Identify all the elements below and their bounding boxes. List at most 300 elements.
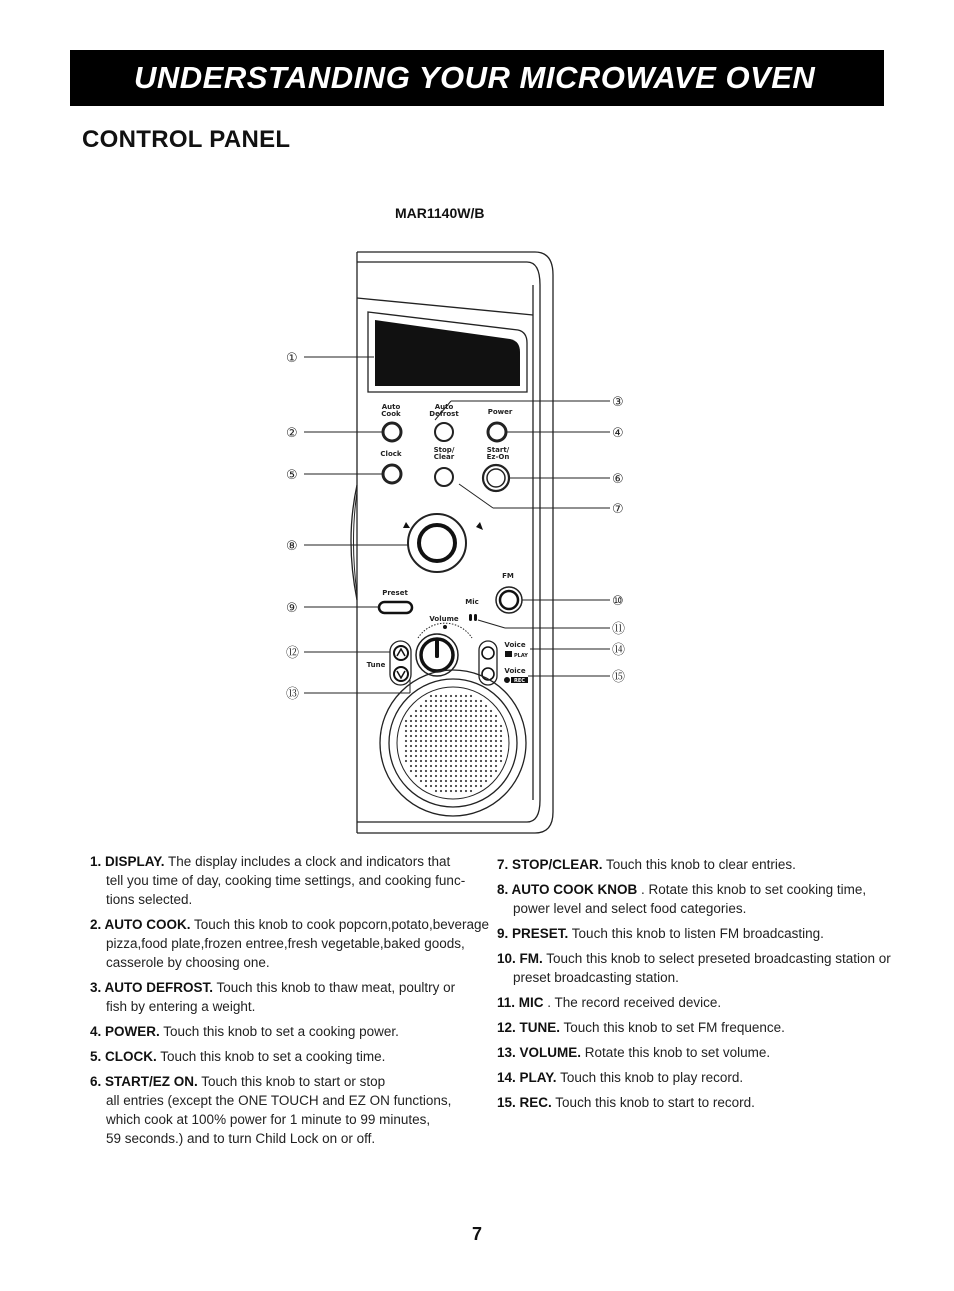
speaker-hole — [430, 705, 432, 707]
item-text: 59 seconds.) and to turn Child Lock on or off. — [106, 1131, 376, 1146]
item-text: all entries (except the ONE TOUCH and EZ ON functions, — [106, 1093, 452, 1108]
speaker-hole — [420, 780, 422, 782]
speaker-hole — [440, 705, 442, 707]
speaker-hole — [445, 705, 447, 707]
speaker-hole — [420, 775, 422, 777]
speaker-hole — [500, 755, 502, 757]
speaker-hole — [420, 725, 422, 727]
speaker-hole — [470, 745, 472, 747]
volume-knob[interactable] — [416, 623, 472, 676]
descriptions-left — [90, 852, 500, 1154]
item-keyword: POWER. — [105, 1024, 160, 1039]
speaker-hole — [465, 780, 467, 782]
speaker-hole — [425, 700, 427, 702]
speaker-hole — [430, 785, 432, 787]
speaker-hole — [415, 735, 417, 737]
speaker-hole — [465, 740, 467, 742]
label-tune: Tune — [366, 661, 386, 669]
speaker-hole — [460, 785, 462, 787]
speaker-hole — [435, 775, 437, 777]
speaker-hole — [470, 730, 472, 732]
speaker-hole — [440, 715, 442, 717]
speaker-hole — [425, 725, 427, 727]
speaker-hole — [495, 730, 497, 732]
callout-9: ⑨ — [286, 601, 298, 616]
label-auto-cook-1: Auto — [381, 403, 401, 411]
speaker-hole — [460, 765, 462, 767]
speaker-hole — [495, 715, 497, 717]
speaker-hole — [460, 725, 462, 727]
callout-4: ④ — [612, 426, 624, 441]
description-item — [90, 978, 500, 1016]
speaker-hole — [475, 740, 477, 742]
callout-8: ⑧ — [286, 539, 298, 554]
speaker-hole — [455, 755, 457, 757]
speaker-hole — [425, 735, 427, 737]
item-text: tell you time of day, cooking time settings, and cooking func- — [106, 873, 466, 888]
page-number: 7 — [471, 1224, 482, 1244]
speaker-hole — [475, 735, 477, 737]
speaker-hole — [465, 745, 467, 747]
speaker-hole — [480, 720, 482, 722]
speaker-hole — [435, 730, 437, 732]
item-keyword: START/EZ ON. — [105, 1074, 198, 1089]
item-text: Touch this knob to clear entries. — [602, 857, 796, 872]
speaker-hole — [430, 715, 432, 717]
clock-button[interactable] — [383, 465, 401, 483]
speaker-hole — [445, 790, 447, 792]
speaker-hole — [405, 740, 407, 742]
speaker-hole — [440, 725, 442, 727]
speaker-hole — [435, 785, 437, 787]
speaker-hole — [445, 710, 447, 712]
speaker-hole — [500, 725, 502, 727]
description-item — [90, 915, 500, 972]
callout-7: ⑦ — [612, 502, 624, 517]
preset-button[interactable] — [379, 602, 412, 613]
item-number: 15. — [497, 1095, 520, 1110]
description-item — [90, 1072, 500, 1148]
label-start-ezon-2: Ez-On — [486, 453, 510, 461]
speaker-hole — [445, 720, 447, 722]
speaker-hole — [455, 705, 457, 707]
speaker-hole — [450, 715, 452, 717]
speaker-hole — [450, 780, 452, 782]
callout-lines — [304, 357, 610, 693]
speaker-hole — [410, 720, 412, 722]
item-text: preset broadcasting station. — [513, 970, 679, 985]
speaker-hole — [420, 770, 422, 772]
speaker-hole — [420, 740, 422, 742]
item-text: Touch this knob to start to record. — [551, 1095, 755, 1110]
speaker-hole — [435, 780, 437, 782]
item-text: Touch this knob to set a cooking power. — [159, 1024, 399, 1039]
speaker-hole — [435, 720, 437, 722]
speaker-hole — [450, 720, 452, 722]
speaker-hole — [425, 710, 427, 712]
speaker-hole — [415, 710, 417, 712]
speaker-hole — [455, 745, 457, 747]
item-keyword: CLOCK. — [105, 1049, 157, 1064]
speaker-hole — [450, 735, 452, 737]
callout-2: ② — [286, 426, 298, 441]
speaker-hole — [490, 770, 492, 772]
speaker-hole — [435, 725, 437, 727]
item-text: pizza,food plate,frozen entree,fresh vegetable,baked goods, — [106, 936, 465, 951]
speaker-hole — [460, 715, 462, 717]
speaker-hole — [420, 710, 422, 712]
speaker-hole — [445, 760, 447, 762]
speaker-hole — [430, 780, 432, 782]
item-number: 4. — [90, 1024, 106, 1039]
speaker-hole — [495, 755, 497, 757]
speaker-hole — [450, 700, 452, 702]
speaker-hole — [470, 715, 472, 717]
description-item — [497, 1043, 907, 1062]
speaker-hole — [470, 775, 472, 777]
speaker-hole — [455, 790, 457, 792]
speaker-hole — [440, 710, 442, 712]
speaker-hole — [480, 755, 482, 757]
item-number: 13. — [497, 1045, 520, 1060]
speaker-hole — [420, 745, 422, 747]
speaker-hole — [490, 730, 492, 732]
item-text: Touch this knob to play record. — [556, 1070, 744, 1085]
speaker-hole — [480, 780, 482, 782]
description-item — [497, 993, 907, 1012]
speaker-hole — [500, 740, 502, 742]
svg-text:PLAY: PLAY — [514, 653, 528, 659]
speaker-hole — [435, 715, 437, 717]
speaker-hole — [465, 750, 467, 752]
item-number: 6. — [90, 1074, 106, 1089]
speaker-hole — [430, 730, 432, 732]
speaker-hole — [455, 770, 457, 772]
speaker-hole — [455, 700, 457, 702]
auto-cook-button[interactable] — [383, 423, 401, 441]
speaker-hole — [405, 745, 407, 747]
speaker-hole — [415, 765, 417, 767]
speaker-hole — [500, 750, 502, 752]
speaker-hole — [440, 780, 442, 782]
item-text: fish by entering a weight. — [106, 999, 256, 1014]
speaker-hole — [480, 705, 482, 707]
speaker-hole — [480, 775, 482, 777]
item-text: Touch this knob to cook popcorn,potato,beverage — [190, 917, 489, 932]
speaker-hole — [425, 730, 427, 732]
speaker-hole — [475, 700, 477, 702]
speaker-hole — [475, 705, 477, 707]
speaker-hole — [430, 695, 432, 697]
speaker-hole — [490, 720, 492, 722]
speaker-hole — [435, 695, 437, 697]
label-stop-clear-2: Clear — [433, 453, 455, 461]
speaker-hole — [415, 715, 417, 717]
speaker-hole — [415, 775, 417, 777]
speaker-hole — [495, 765, 497, 767]
speaker-hole — [475, 720, 477, 722]
speaker-hole — [495, 735, 497, 737]
item-keyword: VOLUME. — [519, 1045, 582, 1060]
speaker-hole — [485, 715, 487, 717]
speaker-hole — [490, 745, 492, 747]
item-text: Touch this knob to set FM frequence. — [560, 1020, 785, 1035]
speaker-hole — [450, 710, 452, 712]
item-text: casserole by choosing one. — [106, 955, 270, 970]
speaker-hole — [410, 750, 412, 752]
speaker-grille — [380, 670, 526, 816]
mic-holes — [469, 614, 477, 621]
speaker-hole — [465, 755, 467, 757]
callout-14: ⑭ — [612, 643, 626, 658]
speaker-hole — [455, 785, 457, 787]
speaker-hole — [445, 750, 447, 752]
speaker-hole — [450, 770, 452, 772]
speaker-hole — [450, 740, 452, 742]
speaker-hole — [455, 720, 457, 722]
speaker-hole — [425, 715, 427, 717]
item-number: 2. — [90, 917, 105, 932]
speaker-hole — [455, 780, 457, 782]
speaker-hole — [480, 715, 482, 717]
speaker-hole — [500, 760, 502, 762]
speaker-hole — [445, 775, 447, 777]
callout-12: ⑫ — [286, 646, 300, 661]
speaker-hole — [470, 785, 472, 787]
speaker-hole — [480, 710, 482, 712]
speaker-hole — [475, 725, 477, 727]
speaker-hole — [420, 750, 422, 752]
speaker-hole — [480, 730, 482, 732]
speaker-hole — [440, 785, 442, 787]
power-button[interactable] — [488, 423, 506, 441]
speaker-hole — [415, 745, 417, 747]
item-number: 10. — [497, 951, 520, 966]
auto-defrost-button[interactable] — [435, 423, 453, 441]
speaker-hole — [410, 715, 412, 717]
item-text: Touch this knob to set a cooking time. — [156, 1049, 386, 1064]
speaker-hole — [500, 745, 502, 747]
speaker-hole — [405, 735, 407, 737]
speaker-hole — [470, 750, 472, 752]
speaker-hole — [470, 740, 472, 742]
speaker-hole — [495, 745, 497, 747]
speaker-hole — [425, 760, 427, 762]
auto-cook-knob[interactable] — [403, 514, 483, 572]
callout-13: ⑬ — [286, 687, 300, 702]
speaker-hole — [480, 770, 482, 772]
speaker-hole — [460, 780, 462, 782]
speaker-hole — [485, 750, 487, 752]
speaker-hole — [470, 710, 472, 712]
speaker-hole — [470, 760, 472, 762]
speaker-hole — [495, 770, 497, 772]
speaker-hole — [415, 770, 417, 772]
speaker-hole — [435, 735, 437, 737]
speaker-hole — [470, 705, 472, 707]
speaker-hole — [440, 755, 442, 757]
speaker-hole — [410, 770, 412, 772]
item-number: 7. — [497, 857, 513, 872]
speaker-hole — [485, 740, 487, 742]
label-auto-defrost-2: Defrost — [429, 410, 459, 418]
speaker-hole — [420, 735, 422, 737]
speaker-hole — [460, 760, 462, 762]
speaker-hole — [460, 695, 462, 697]
speaker-hole — [455, 760, 457, 762]
item-text: The display includes a clock and indicators that — [164, 854, 451, 869]
speaker-hole — [485, 745, 487, 747]
callout-10: ⑩ — [612, 594, 624, 609]
speaker-hole — [440, 750, 442, 752]
speaker-hole — [455, 695, 457, 697]
speaker-hole — [440, 790, 442, 792]
label-voice-rec: Voice — [504, 667, 526, 675]
speaker-hole — [435, 700, 437, 702]
speaker-hole — [475, 775, 477, 777]
speaker-hole — [465, 770, 467, 772]
speaker-hole — [455, 715, 457, 717]
tune-buttons[interactable] — [390, 641, 411, 685]
speaker-hole — [445, 715, 447, 717]
speaker-hole — [440, 730, 442, 732]
speaker-hole — [455, 710, 457, 712]
model-number: MAR1140W/B — [395, 205, 485, 221]
speaker-hole — [410, 740, 412, 742]
speaker-hole — [465, 785, 467, 787]
speaker-hole — [485, 760, 487, 762]
speaker-hole — [460, 770, 462, 772]
speaker-hole — [415, 750, 417, 752]
label-stop-clear-1: Stop/ — [433, 446, 455, 454]
item-number: 12. — [497, 1020, 520, 1035]
speaker-hole — [405, 725, 407, 727]
speaker-hole — [415, 755, 417, 757]
speaker-hole — [490, 735, 492, 737]
speaker-hole — [475, 780, 477, 782]
speaker-hole — [445, 755, 447, 757]
label-mic: Mic — [465, 598, 479, 606]
description-item — [497, 880, 907, 918]
speaker-hole — [500, 735, 502, 737]
speaker-hole — [440, 740, 442, 742]
speaker-hole — [490, 775, 492, 777]
speaker-hole — [490, 725, 492, 727]
item-keyword: AUTO COOK. — [104, 917, 191, 932]
speaker-hole — [405, 720, 407, 722]
speaker-hole — [405, 730, 407, 732]
item-text: Touch this knob to start or stop — [197, 1074, 386, 1089]
descriptions-right — [497, 855, 907, 1118]
speaker-hole — [480, 745, 482, 747]
speaker-hole — [490, 740, 492, 742]
speaker-hole — [465, 720, 467, 722]
label-power: Power — [487, 408, 513, 416]
speaker-hole — [440, 765, 442, 767]
speaker-hole — [485, 725, 487, 727]
speaker-hole — [435, 745, 437, 747]
speaker-hole — [460, 745, 462, 747]
label-auto-defrost-1: Auto — [434, 403, 454, 411]
description-item — [497, 949, 907, 987]
speaker-hole — [445, 735, 447, 737]
speaker-hole — [500, 730, 502, 732]
speaker-hole — [475, 760, 477, 762]
speaker-hole — [440, 770, 442, 772]
speaker-hole — [450, 790, 452, 792]
speaker-hole — [465, 710, 467, 712]
speaker-hole — [430, 750, 432, 752]
speaker-hole — [490, 755, 492, 757]
speaker-hole — [465, 715, 467, 717]
stop-clear-button[interactable] — [435, 468, 453, 486]
speaker-hole — [465, 760, 467, 762]
speaker-hole — [415, 720, 417, 722]
item-number: 11. — [497, 995, 519, 1010]
speaker-hole — [495, 720, 497, 722]
speaker-hole — [425, 755, 427, 757]
speaker-hole — [410, 745, 412, 747]
display-window — [368, 312, 527, 392]
speaker-hole — [430, 720, 432, 722]
callout-6: ⑥ — [612, 472, 624, 487]
speaker-hole — [420, 720, 422, 722]
item-keyword: PLAY. — [519, 1070, 557, 1085]
speaker-hole — [475, 710, 477, 712]
speaker-hole — [420, 705, 422, 707]
speaker-hole — [415, 725, 417, 727]
speaker-hole — [465, 700, 467, 702]
speaker-hole — [425, 775, 427, 777]
item-keyword: REC. — [519, 1095, 552, 1110]
speaker-hole — [470, 790, 472, 792]
label-volume: Volume — [429, 615, 459, 623]
speaker-hole — [490, 760, 492, 762]
speaker-hole — [420, 755, 422, 757]
rec-indicator — [504, 677, 528, 684]
item-keyword: TUNE. — [519, 1020, 561, 1035]
speaker-hole — [415, 730, 417, 732]
item-keyword: STOP/CLEAR. — [512, 857, 603, 872]
callout-3: ③ — [612, 395, 624, 410]
speaker-hole — [450, 755, 452, 757]
item-keyword: MIC — [518, 995, 544, 1010]
speaker-hole — [455, 735, 457, 737]
fm-button[interactable] — [496, 587, 522, 613]
speaker-hole — [460, 730, 462, 732]
speaker-hole — [430, 745, 432, 747]
item-text: Touch this knob to select preseted broadcasting station or — [542, 951, 891, 966]
description-item — [497, 1018, 907, 1037]
speaker-hole — [495, 725, 497, 727]
speaker-hole — [415, 740, 417, 742]
speaker-hole — [465, 725, 467, 727]
item-text: which cook at 100% power for 1 minute to 99 minutes, — [106, 1112, 431, 1127]
speaker-hole — [480, 725, 482, 727]
speaker-hole — [420, 715, 422, 717]
speaker-hole — [420, 730, 422, 732]
speaker-hole — [470, 725, 472, 727]
speaker-hole — [435, 710, 437, 712]
speaker-hole — [435, 765, 437, 767]
speaker-hole — [435, 755, 437, 757]
speaker-hole — [450, 695, 452, 697]
section-title: CONTROL PANEL — [82, 126, 291, 153]
speaker-hole — [465, 765, 467, 767]
speaker-hole — [485, 710, 487, 712]
svg-text:REC: REC — [514, 678, 525, 684]
description-item — [90, 852, 500, 909]
